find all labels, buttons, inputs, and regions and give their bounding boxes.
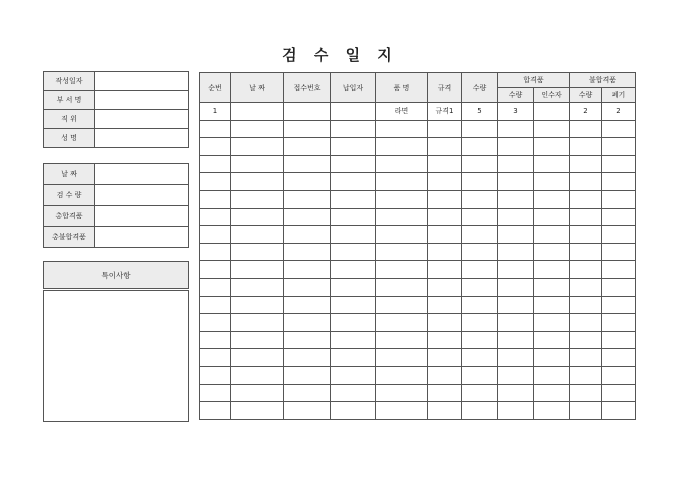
cell-seq[interactable] <box>200 155 231 173</box>
header-seq: 순번 <box>200 73 231 103</box>
cell-pass-receiver[interactable] <box>534 243 570 261</box>
cell-pass-qty[interactable] <box>498 366 534 384</box>
inspection-summary-value-field[interactable] <box>95 227 189 248</box>
inspection-summary-row <box>44 185 189 206</box>
cell-qty[interactable] <box>462 314 498 332</box>
cell-pass-receiver[interactable] <box>534 384 570 402</box>
cell-pass-qty[interactable] <box>498 314 534 332</box>
cell-pass-receiver[interactable] <box>534 366 570 384</box>
cell-supplier[interactable] <box>331 384 376 402</box>
cell-receipt-no[interactable] <box>284 314 331 332</box>
cell-qty[interactable] <box>462 155 498 173</box>
cell-spec[interactable] <box>428 226 462 244</box>
cell-spec[interactable] <box>428 261 462 279</box>
cell-receipt-no[interactable] <box>284 366 331 384</box>
cell-qty[interactable] <box>462 384 498 402</box>
cell-fail-discard[interactable] <box>602 314 636 332</box>
cell-pass-qty[interactable] <box>498 173 534 191</box>
cell-seq[interactable] <box>200 349 231 367</box>
cell-qty[interactable] <box>462 331 498 349</box>
cell-fail-discard[interactable] <box>602 208 636 226</box>
cell-item-name[interactable]: 라면 <box>376 103 428 121</box>
cell-item-name[interactable] <box>376 173 428 191</box>
cell-fail-qty[interactable] <box>570 173 602 191</box>
cell-item-name[interactable] <box>376 226 428 244</box>
cell-receipt-no[interactable] <box>284 278 331 296</box>
cell-supplier[interactable] <box>331 349 376 367</box>
cell-receipt-no[interactable] <box>284 138 331 156</box>
inspection-summary-value-field[interactable] <box>95 164 189 185</box>
cell-pass-receiver[interactable] <box>534 208 570 226</box>
cell-pass-receiver[interactable] <box>534 155 570 173</box>
cell-supplier[interactable] <box>331 173 376 191</box>
cell-receipt-no[interactable] <box>284 208 331 226</box>
cell-fail-qty[interactable] <box>570 190 602 208</box>
cell-date[interactable] <box>231 155 284 173</box>
cell-receipt-no[interactable] <box>284 155 331 173</box>
header-pass-qty: 수량 <box>498 88 534 103</box>
cell-supplier[interactable] <box>331 226 376 244</box>
table-row <box>200 331 636 349</box>
cell-fail-qty[interactable] <box>570 155 602 173</box>
cell-pass-qty[interactable] <box>498 402 534 420</box>
header-fail-group: 불합격품 <box>570 73 636 88</box>
cell-spec[interactable] <box>428 384 462 402</box>
cell-pass-receiver[interactable] <box>534 331 570 349</box>
header-pass-group: 합격품 <box>498 73 570 88</box>
cell-item-name[interactable] <box>376 155 428 173</box>
cell-receipt-no[interactable] <box>284 296 331 314</box>
author-info-value-field[interactable] <box>95 110 189 129</box>
inspection-summary-table <box>43 163 189 248</box>
inspection-log-table <box>199 72 636 420</box>
cell-spec[interactable] <box>428 173 462 191</box>
cell-fail-discard[interactable] <box>602 296 636 314</box>
cell-fail-qty[interactable] <box>570 120 602 138</box>
cell-qty[interactable] <box>462 208 498 226</box>
cell-supplier[interactable] <box>331 261 376 279</box>
table-row <box>200 155 636 173</box>
table-row <box>200 278 636 296</box>
cell-fail-discard[interactable] <box>602 261 636 279</box>
author-info-label: 성 명 <box>44 129 95 148</box>
cell-pass-receiver[interactable] <box>534 173 570 191</box>
cell-supplier[interactable] <box>331 208 376 226</box>
cell-supplier[interactable] <box>331 103 376 121</box>
cell-receipt-no[interactable] <box>284 120 331 138</box>
cell-pass-receiver[interactable] <box>534 138 570 156</box>
cell-item-name[interactable] <box>376 278 428 296</box>
author-info-label: 직 위 <box>44 110 95 129</box>
table-row <box>200 190 636 208</box>
cell-pass-qty[interactable] <box>498 261 534 279</box>
cell-date[interactable] <box>231 120 284 138</box>
cell-pass-qty[interactable] <box>498 208 534 226</box>
cell-supplier[interactable] <box>331 243 376 261</box>
cell-receipt-no[interactable] <box>284 331 331 349</box>
header-fail-qty: 수량 <box>570 88 602 103</box>
cell-fail-qty[interactable] <box>570 208 602 226</box>
cell-spec[interactable] <box>428 296 462 314</box>
cell-receipt-no[interactable] <box>284 243 331 261</box>
cell-date[interactable] <box>231 243 284 261</box>
cell-fail-discard[interactable] <box>602 173 636 191</box>
header-pass-receiver: 인수자 <box>534 88 570 103</box>
header-spec: 규격 <box>428 73 462 103</box>
cell-seq[interactable] <box>200 243 231 261</box>
cell-pass-qty[interactable] <box>498 349 534 367</box>
cell-spec[interactable] <box>428 190 462 208</box>
cell-pass-qty[interactable] <box>498 120 534 138</box>
cell-supplier[interactable] <box>331 120 376 138</box>
table-row <box>200 384 636 402</box>
cell-spec[interactable]: 규격1 <box>428 103 462 121</box>
cell-receipt-no[interactable] <box>284 103 331 121</box>
cell-date[interactable] <box>231 138 284 156</box>
cell-supplier[interactable] <box>331 155 376 173</box>
cell-qty[interactable] <box>462 296 498 314</box>
cell-supplier[interactable] <box>331 278 376 296</box>
cell-item-name[interactable] <box>376 296 428 314</box>
cell-seq[interactable] <box>200 366 231 384</box>
cell-pass-receiver[interactable] <box>534 402 570 420</box>
author-info-row <box>44 129 189 148</box>
cell-qty[interactable] <box>462 138 498 156</box>
cell-seq[interactable] <box>200 173 231 191</box>
notes-field[interactable] <box>44 290 189 422</box>
cell-seq[interactable] <box>200 138 231 156</box>
cell-fail-qty[interactable] <box>570 278 602 296</box>
cell-date[interactable] <box>231 173 284 191</box>
cell-qty[interactable] <box>462 190 498 208</box>
cell-supplier[interactable] <box>331 366 376 384</box>
cell-date[interactable] <box>231 226 284 244</box>
cell-seq[interactable] <box>200 190 231 208</box>
cell-qty[interactable] <box>462 226 498 244</box>
cell-supplier[interactable] <box>331 314 376 332</box>
cell-fail-qty[interactable] <box>570 402 602 420</box>
table-row <box>200 243 636 261</box>
cell-date[interactable] <box>231 349 284 367</box>
page-title: 검 수 일 지 <box>282 46 398 64</box>
cell-item-name[interactable] <box>376 402 428 420</box>
table-row <box>200 103 636 121</box>
cell-qty[interactable] <box>462 243 498 261</box>
author-info-label: 부 서 명 <box>44 91 95 110</box>
cell-date[interactable] <box>231 103 284 121</box>
cell-fail-discard[interactable] <box>602 384 636 402</box>
cell-fail-qty[interactable] <box>570 243 602 261</box>
cell-fail-discard[interactable] <box>602 278 636 296</box>
cell-pass-receiver[interactable] <box>534 103 570 121</box>
cell-qty[interactable]: 5 <box>462 103 498 121</box>
cell-supplier[interactable] <box>331 331 376 349</box>
cell-date[interactable] <box>231 261 284 279</box>
cell-spec[interactable] <box>428 278 462 296</box>
author-info-label: 작성일자 <box>44 72 95 91</box>
cell-item-name[interactable] <box>376 243 428 261</box>
cell-pass-qty[interactable] <box>498 226 534 244</box>
cell-seq[interactable] <box>200 331 231 349</box>
header-fail-discard: 폐기 <box>602 88 636 103</box>
cell-receipt-no[interactable] <box>284 349 331 367</box>
cell-receipt-no[interactable] <box>284 173 331 191</box>
cell-pass-receiver[interactable] <box>534 190 570 208</box>
cell-fail-discard[interactable] <box>602 190 636 208</box>
cell-fail-discard[interactable] <box>602 155 636 173</box>
author-info-row <box>44 110 189 129</box>
cell-fail-qty[interactable]: 2 <box>570 103 602 121</box>
inspection-summary-row <box>44 164 189 185</box>
cell-pass-qty[interactable] <box>498 384 534 402</box>
cell-seq[interactable] <box>200 261 231 279</box>
cell-receipt-no[interactable] <box>284 190 331 208</box>
table-row <box>200 366 636 384</box>
cell-fail-discard[interactable] <box>602 349 636 367</box>
cell-item-name[interactable] <box>376 384 428 402</box>
header-item-name: 품 명 <box>376 73 428 103</box>
cell-fail-discard[interactable] <box>602 366 636 384</box>
cell-pass-qty[interactable]: 3 <box>498 103 534 121</box>
cell-item-name[interactable] <box>376 314 428 332</box>
cell-spec[interactable] <box>428 208 462 226</box>
cell-fail-qty[interactable] <box>570 331 602 349</box>
author-info-table <box>43 71 189 148</box>
cell-seq[interactable] <box>200 208 231 226</box>
cell-pass-receiver[interactable] <box>534 278 570 296</box>
cell-fail-qty[interactable] <box>570 384 602 402</box>
cell-date[interactable] <box>231 296 284 314</box>
cell-qty[interactable] <box>462 120 498 138</box>
cell-supplier[interactable] <box>331 190 376 208</box>
cell-receipt-no[interactable] <box>284 402 331 420</box>
table-row <box>200 208 636 226</box>
cell-seq[interactable] <box>200 296 231 314</box>
notes-table <box>43 261 189 422</box>
header-qty: 수량 <box>462 73 498 103</box>
author-info-row <box>44 91 189 110</box>
cell-pass-qty[interactable] <box>498 296 534 314</box>
inspection-summary-row <box>44 227 189 248</box>
cell-fail-qty[interactable] <box>570 226 602 244</box>
table-row <box>200 314 636 332</box>
header-supplier: 납입자 <box>331 73 376 103</box>
cell-fail-qty[interactable] <box>570 261 602 279</box>
table-row <box>200 261 636 279</box>
cell-pass-receiver[interactable] <box>534 120 570 138</box>
inspection-summary-label: 검 수 량 <box>44 185 95 206</box>
notes-label: 특이사항 <box>44 262 189 290</box>
cell-supplier[interactable] <box>331 138 376 156</box>
inspection-summary-label: 총합격품 <box>44 206 95 227</box>
author-info-value-field[interactable] <box>95 129 189 148</box>
author-info-value-field[interactable] <box>95 72 189 91</box>
header-receipt-no: 접수번호 <box>284 73 331 103</box>
cell-date[interactable] <box>231 190 284 208</box>
table-row <box>200 296 636 314</box>
cell-date[interactable] <box>231 208 284 226</box>
cell-fail-qty[interactable] <box>570 366 602 384</box>
cell-receipt-no[interactable] <box>284 384 331 402</box>
cell-spec[interactable] <box>428 155 462 173</box>
cell-fail-qty[interactable] <box>570 314 602 332</box>
cell-pass-qty[interactable] <box>498 278 534 296</box>
cell-date[interactable] <box>231 402 284 420</box>
cell-fail-discard[interactable] <box>602 226 636 244</box>
cell-qty[interactable] <box>462 402 498 420</box>
cell-seq[interactable] <box>200 278 231 296</box>
cell-fail-discard[interactable] <box>602 331 636 349</box>
cell-supplier[interactable] <box>331 402 376 420</box>
cell-pass-qty[interactable] <box>498 155 534 173</box>
cell-pass-qty[interactable] <box>498 138 534 156</box>
cell-spec[interactable] <box>428 314 462 332</box>
cell-pass-receiver[interactable] <box>534 314 570 332</box>
cell-spec[interactable] <box>428 349 462 367</box>
cell-pass-qty[interactable] <box>498 190 534 208</box>
cell-seq[interactable] <box>200 402 231 420</box>
cell-spec[interactable] <box>428 366 462 384</box>
inspection-summary-label: 날 짜 <box>44 164 95 185</box>
cell-item-name[interactable] <box>376 261 428 279</box>
cell-item-name[interactable] <box>376 120 428 138</box>
cell-spec[interactable] <box>428 331 462 349</box>
cell-item-name[interactable] <box>376 138 428 156</box>
cell-fail-qty[interactable] <box>570 138 602 156</box>
table-row <box>200 402 636 420</box>
inspection-summary-value-field[interactable] <box>95 185 189 206</box>
cell-pass-receiver[interactable] <box>534 296 570 314</box>
cell-seq[interactable]: 1 <box>200 103 231 121</box>
cell-fail-discard[interactable] <box>602 402 636 420</box>
table-row <box>200 349 636 367</box>
cell-spec[interactable] <box>428 402 462 420</box>
cell-fail-discard[interactable] <box>602 138 636 156</box>
author-info-row <box>44 72 189 91</box>
cell-fail-discard[interactable]: 2 <box>602 103 636 121</box>
cell-item-name[interactable] <box>376 349 428 367</box>
table-row <box>200 120 636 138</box>
cell-qty[interactable] <box>462 278 498 296</box>
cell-item-name[interactable] <box>376 331 428 349</box>
cell-date[interactable] <box>231 384 284 402</box>
inspection-summary-label: 총불합격품 <box>44 227 95 248</box>
cell-fail-qty[interactable] <box>570 296 602 314</box>
cell-item-name[interactable] <box>376 190 428 208</box>
table-row <box>200 138 636 156</box>
table-row <box>200 173 636 191</box>
cell-date[interactable] <box>231 331 284 349</box>
cell-fail-discard[interactable] <box>602 120 636 138</box>
cell-receipt-no[interactable] <box>284 261 331 279</box>
cell-spec[interactable] <box>428 138 462 156</box>
cell-pass-qty[interactable] <box>498 243 534 261</box>
cell-fail-discard[interactable] <box>602 243 636 261</box>
cell-date[interactable] <box>231 278 284 296</box>
cell-pass-receiver[interactable] <box>534 261 570 279</box>
cell-seq[interactable] <box>200 226 231 244</box>
cell-pass-qty[interactable] <box>498 331 534 349</box>
cell-qty[interactable] <box>462 261 498 279</box>
table-row <box>200 226 636 244</box>
inspection-summary-value-field[interactable] <box>95 206 189 227</box>
cell-seq[interactable] <box>200 120 231 138</box>
author-info-value-field[interactable] <box>95 91 189 110</box>
cell-seq[interactable] <box>200 314 231 332</box>
cell-qty[interactable] <box>462 349 498 367</box>
cell-date[interactable] <box>231 314 284 332</box>
header-date: 날 짜 <box>231 73 284 103</box>
inspection-summary-row <box>44 206 189 227</box>
cell-date[interactable] <box>231 366 284 384</box>
cell-seq[interactable] <box>200 384 231 402</box>
cell-pass-receiver[interactable] <box>534 226 570 244</box>
cell-spec[interactable] <box>428 120 462 138</box>
cell-supplier[interactable] <box>331 296 376 314</box>
cell-item-name[interactable] <box>376 366 428 384</box>
cell-qty[interactable] <box>462 173 498 191</box>
cell-qty[interactable] <box>462 366 498 384</box>
cell-receipt-no[interactable] <box>284 226 331 244</box>
cell-spec[interactable] <box>428 243 462 261</box>
cell-item-name[interactable] <box>376 208 428 226</box>
cell-fail-qty[interactable] <box>570 349 602 367</box>
cell-pass-receiver[interactable] <box>534 349 570 367</box>
